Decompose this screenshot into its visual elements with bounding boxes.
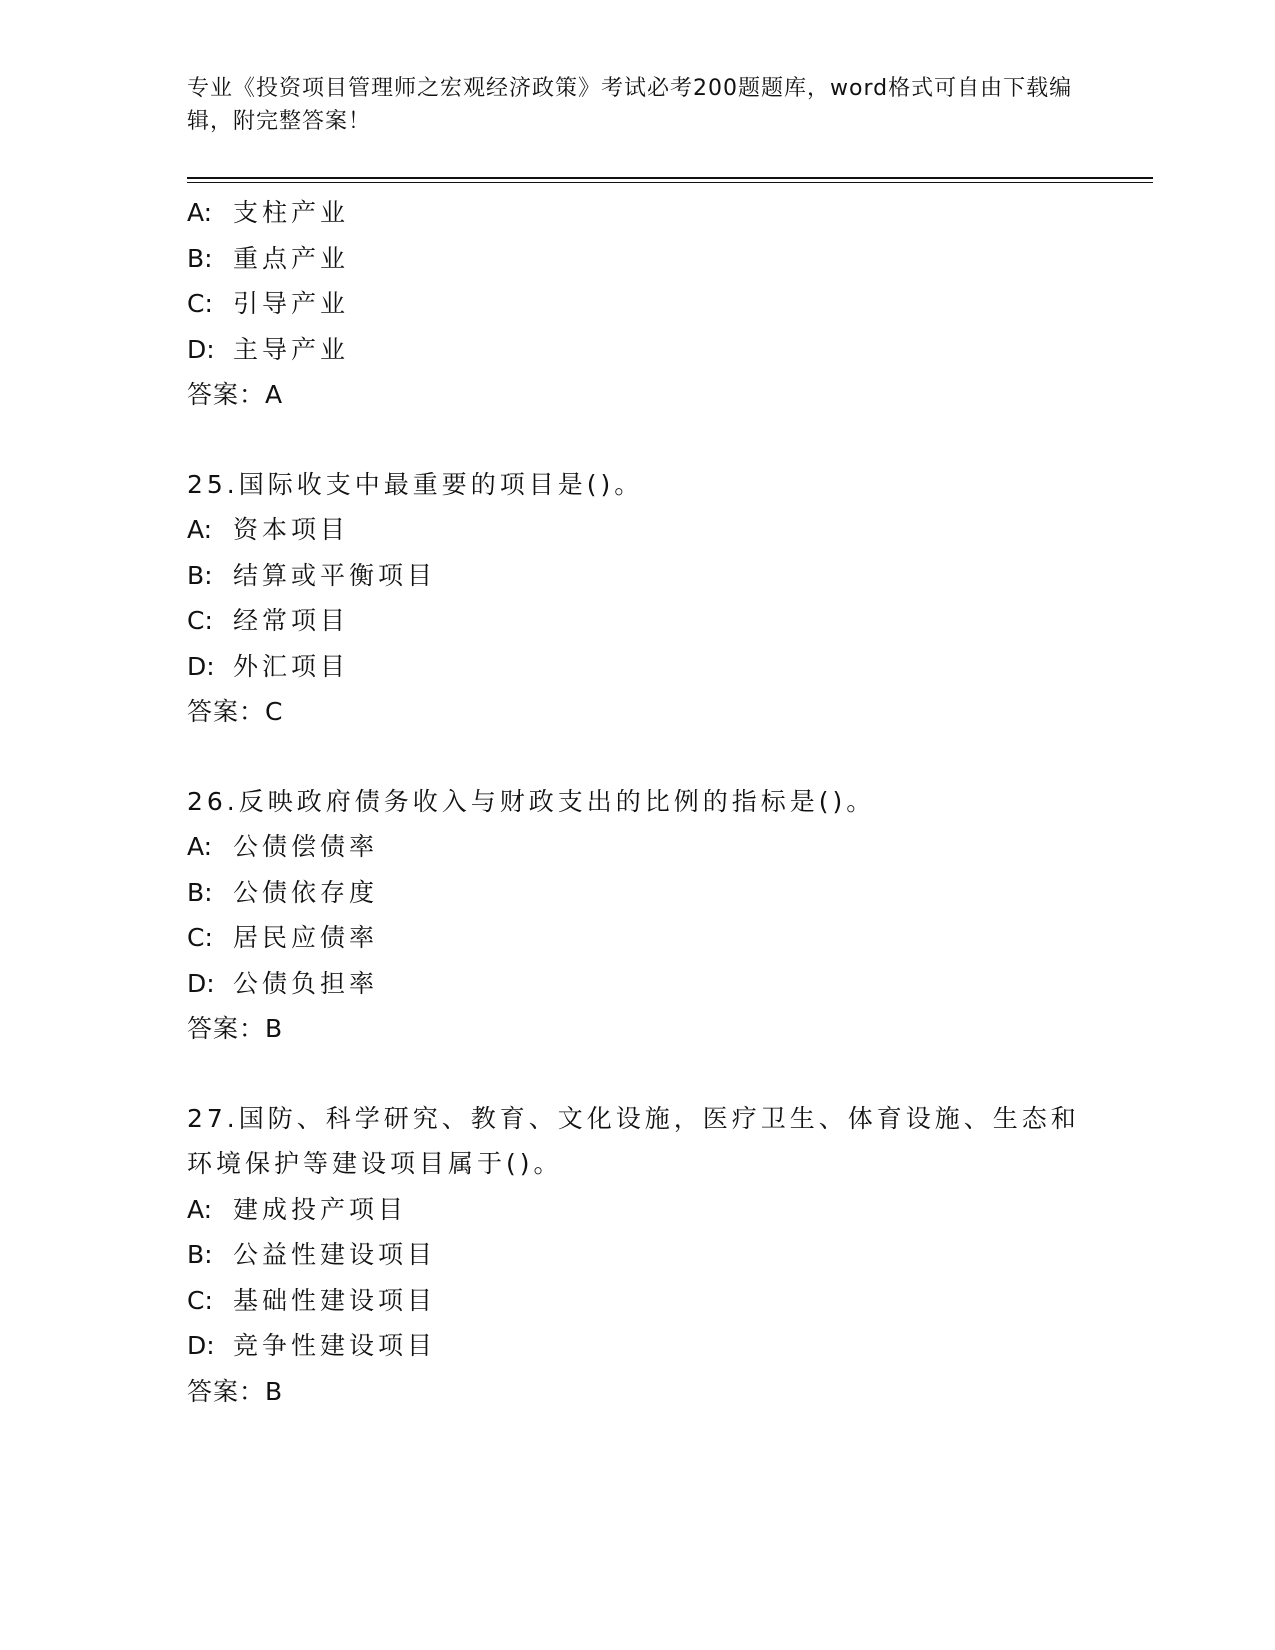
spacer	[187, 735, 1087, 779]
option-text: 建成投产项目	[233, 1194, 408, 1224]
option-text: 结算或平衡项目	[233, 560, 437, 590]
answer-line: 答案：B	[187, 1376, 284, 1406]
option-b	[187, 236, 1087, 282]
option-text: 支柱产业	[233, 198, 350, 227]
option-b	[187, 553, 1087, 599]
option-text: 公债依存度	[233, 877, 379, 907]
option-d	[187, 327, 1087, 373]
option-label: C:	[187, 606, 213, 635]
document-header: 专业《投资项目管理师之宏观经济政策》考试必考200题题库，word格式可自由下载编辑，附完整答案！	[187, 76, 1073, 134]
option-text: 引导产业	[233, 289, 350, 318]
question-stem: 27.国防、科学研究、教育、文化设施，医疗卫生、体育设施、生态和环境保护等建设项目属于()。	[187, 1103, 1080, 1178]
option-c	[187, 281, 1087, 327]
option-label: C:	[187, 923, 213, 952]
option-label: D:	[187, 968, 215, 998]
option-label: B:	[187, 1240, 213, 1269]
option-a	[187, 507, 1087, 553]
option-text: 公债负担率	[233, 968, 379, 998]
question-block-prev	[187, 190, 1087, 418]
option-label: C:	[187, 289, 213, 318]
option-label: A:	[187, 515, 213, 544]
option-text: 重点产业	[233, 243, 350, 273]
question-stem: 25.国际收支中最重要的项目是()。	[187, 469, 644, 499]
option-text: 基础性建设项目	[233, 1285, 437, 1315]
option-text: 公益性建设项目	[233, 1240, 437, 1269]
spacer	[187, 418, 1087, 462]
option-text: 外汇项目	[233, 651, 350, 681]
option-a	[187, 190, 1087, 236]
option-text: 经常项目	[233, 606, 350, 635]
option-b	[187, 870, 1087, 916]
option-text: 公债偿债率	[233, 832, 379, 861]
question-block-25	[187, 462, 1087, 735]
answer-line: 答案：B	[187, 1014, 284, 1043]
header-divider	[187, 177, 1153, 183]
option-d	[187, 644, 1087, 690]
option-label: D:	[187, 1331, 215, 1360]
option-label: B:	[187, 243, 213, 273]
question-list	[187, 190, 1087, 1414]
option-d	[187, 961, 1087, 1007]
answer-line: 答案：C	[187, 697, 284, 726]
option-text: 主导产业	[233, 334, 350, 364]
option-b	[187, 1232, 1087, 1278]
option-label: D:	[187, 334, 215, 364]
spacer	[187, 1052, 1087, 1096]
option-label: D:	[187, 651, 215, 681]
option-text: 资本项目	[233, 515, 350, 544]
option-label: B:	[187, 560, 213, 590]
option-label: A:	[187, 198, 213, 227]
option-text: 居民应债率	[233, 923, 379, 952]
option-c	[187, 1278, 1087, 1324]
question-block-26	[187, 779, 1087, 1052]
option-label: A:	[187, 832, 213, 861]
option-c	[187, 915, 1087, 961]
option-text: 竞争性建设项目	[233, 1331, 437, 1360]
option-a	[187, 1187, 1087, 1233]
option-label: B:	[187, 877, 213, 907]
option-label: C:	[187, 1285, 213, 1315]
option-a	[187, 824, 1087, 870]
question-block-27	[187, 1096, 1087, 1415]
question-stem: 26.反映政府债务收入与财政支出的比例的指标是()。	[187, 786, 876, 816]
answer-line: 答案：A	[187, 380, 284, 409]
option-c	[187, 598, 1087, 644]
option-label: A:	[187, 1194, 213, 1224]
option-d	[187, 1323, 1087, 1369]
